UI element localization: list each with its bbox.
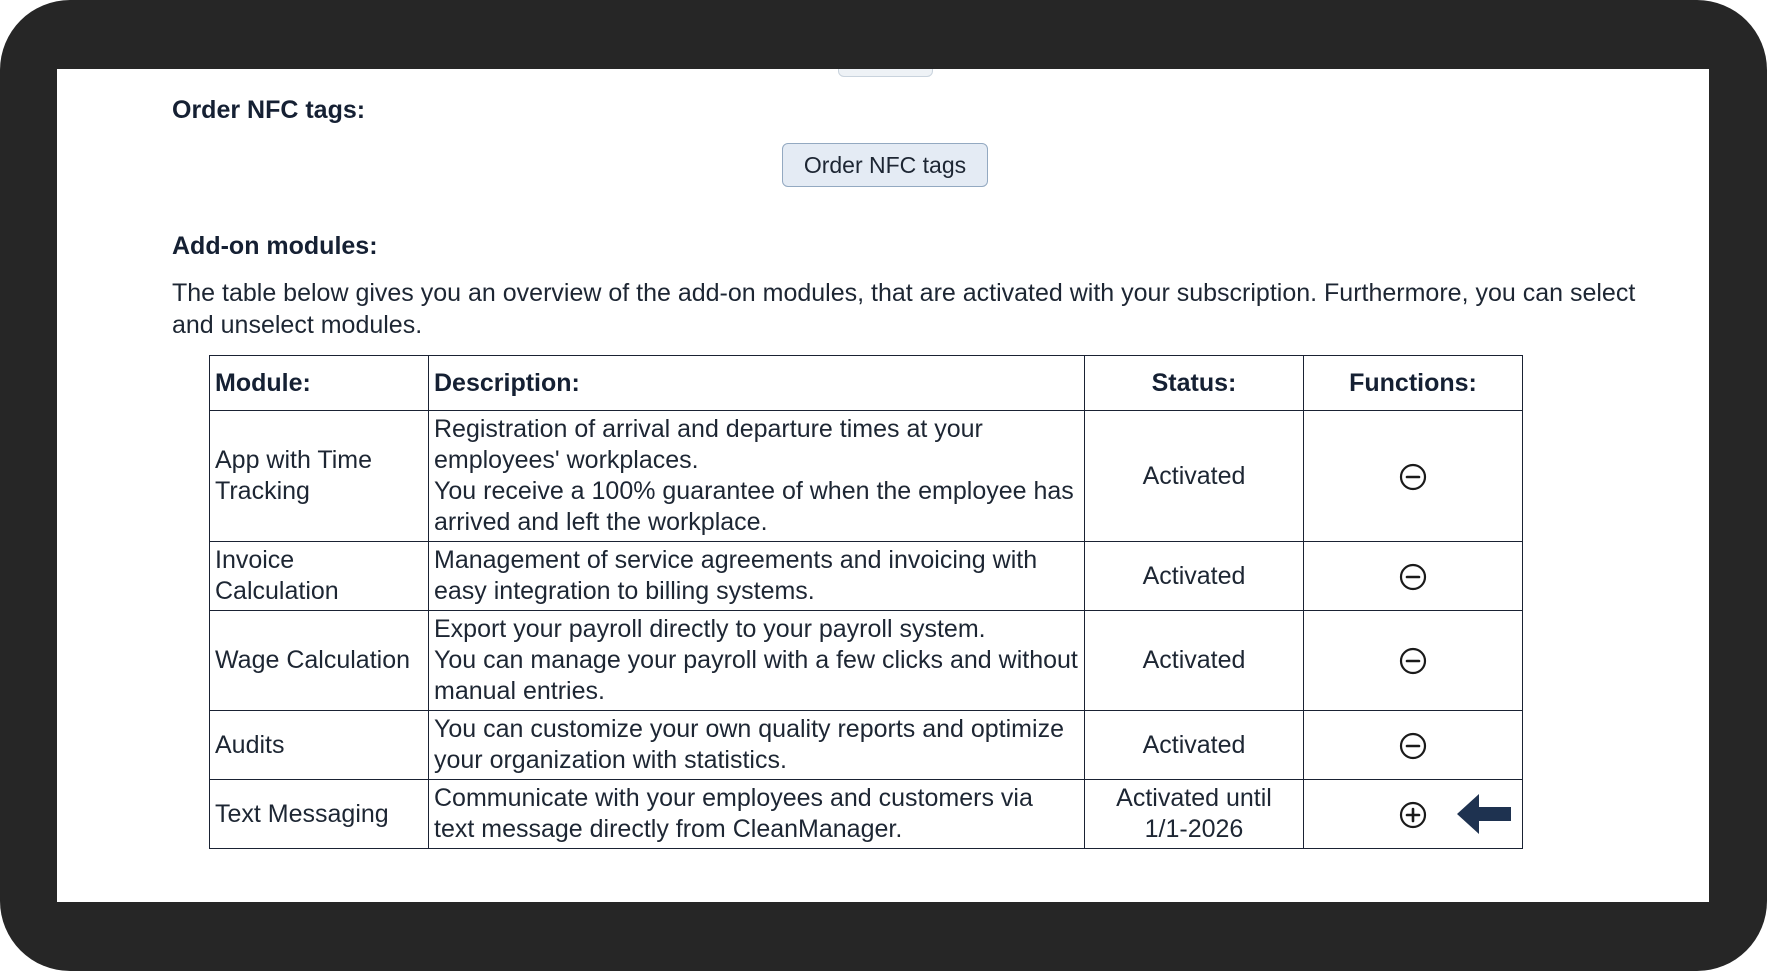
- modules-table: [209, 355, 1523, 849]
- table-row: [210, 711, 1523, 780]
- plus-circle-icon[interactable]: [1399, 801, 1427, 829]
- module-status: Activated: [1085, 542, 1304, 611]
- description-line: You can manage your payroll with a few clicks and without manual entries.: [434, 646, 1078, 705]
- module-name: Audits: [210, 711, 429, 780]
- module-description: [429, 411, 1085, 542]
- module-status: Activated: [1085, 711, 1304, 780]
- arrow-left-icon: [1455, 792, 1513, 836]
- module-name: Invoice Calculation: [210, 542, 429, 611]
- module-status: Activated: [1085, 611, 1304, 711]
- minus-circle-icon[interactable]: [1399, 647, 1427, 675]
- header-status: Status:: [1085, 356, 1304, 411]
- module-description: You can customize your own quality reports and optimize your organization with statistics.: [429, 711, 1085, 780]
- table-row: [210, 411, 1523, 542]
- description-line: Export your payroll directly to your payroll system.: [434, 615, 986, 643]
- module-functions: [1304, 611, 1523, 711]
- module-functions: [1304, 780, 1523, 849]
- module-status: Activated: [1085, 411, 1304, 542]
- status-line: Activated until: [1116, 784, 1272, 812]
- minus-circle-icon[interactable]: [1399, 563, 1427, 591]
- table-header-row: [210, 356, 1523, 411]
- table-row: [210, 780, 1523, 849]
- module-functions: [1304, 711, 1523, 780]
- module-name: App with Time Tracking: [210, 411, 429, 542]
- description-line: You receive a 100% guarantee of when the employee has arrived and left the workplace.: [434, 477, 1074, 536]
- minus-circle-icon[interactable]: [1399, 463, 1427, 491]
- module-functions: [1304, 411, 1523, 542]
- order-nfc-tags-button[interactable]: Order NFC tags: [782, 143, 988, 187]
- header-description: Description:: [429, 356, 1085, 411]
- module-name: Text Messaging: [210, 780, 429, 849]
- table-row: [210, 611, 1523, 711]
- module-description: Management of service agreements and invoicing with easy integration to billing systems.: [429, 542, 1085, 611]
- module-description: [429, 611, 1085, 711]
- addon-intro-text: The table below gives you an overview of the add-on modules, that are activated with your subscription. Furthermore, you can select and unselect modules.: [172, 279, 1636, 339]
- status-date: 1/1-2026: [1144, 815, 1244, 843]
- order-nfc-heading: Order NFC tags:: [172, 96, 366, 124]
- screen: [57, 69, 1709, 902]
- header-module: Module:: [210, 356, 429, 411]
- table-row: [210, 542, 1523, 611]
- top-tab-edge[interactable]: [838, 69, 933, 77]
- minus-circle-icon[interactable]: [1399, 732, 1427, 760]
- module-name: Wage Calculation: [210, 611, 429, 711]
- header-functions: Functions:: [1304, 356, 1523, 411]
- module-functions: [1304, 542, 1523, 611]
- module-description: Communicate with your employees and customers via text message directly from CleanManager.: [429, 780, 1085, 849]
- addon-modules-heading: Add-on modules:: [172, 232, 378, 260]
- module-status: [1085, 780, 1304, 849]
- description-line: Registration of arrival and departure times at your employees' workplaces.: [434, 415, 983, 474]
